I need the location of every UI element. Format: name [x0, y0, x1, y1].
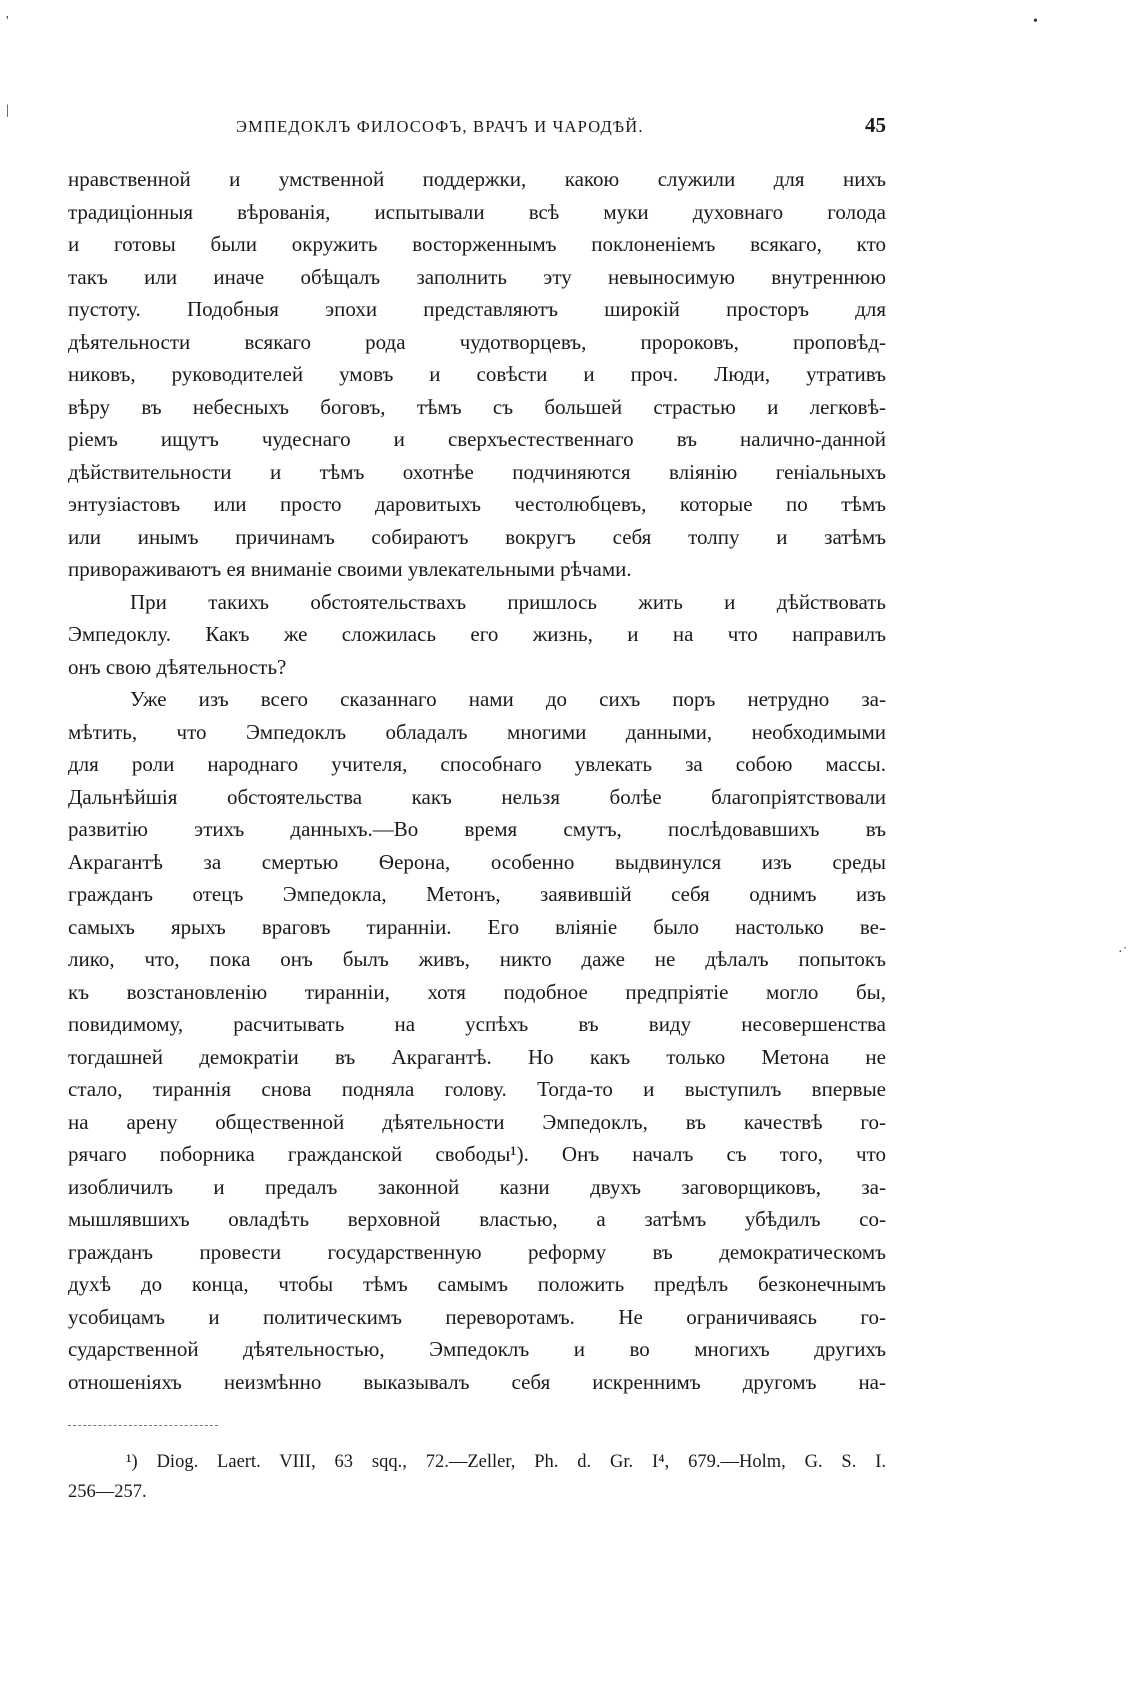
text-line: гражданъ отецъ Эмпедокла, Метонъ, заявившій себя однимъ изъ — [68, 882, 886, 906]
text-line: дѣятельности всякаго рода чудотворцевъ, пророковъ, проповѣд- — [68, 329, 886, 354]
text-line: традиціонныя вѣрованія, испытывали всѣ муки духовнаго голода — [68, 199, 886, 224]
text-line: къ возстановленію тиранніи, хотя подобное предпріятіе могло бы, — [68, 979, 886, 1004]
text-line: усобицамъ и политическимъ переворотамъ. Не ограничиваясь го- — [68, 1304, 886, 1329]
text-line: пустоту. Подобныя эпохи представляютъ широкій просторъ для — [68, 297, 886, 321]
text-line: стало, тираннія снова подняла голову. Тогда-то и выступилъ впервые — [68, 1077, 886, 1101]
footnote — [68, 1447, 886, 1507]
text-line: такъ или иначе обѣщалъ заполнить эту невыносимую внутреннюю — [68, 264, 886, 289]
text-line: гражданъ провести государственную реформу въ демократическомъ — [68, 1239, 886, 1264]
page-number: 45 — [865, 113, 886, 137]
text-line: сударственной дѣятельностью, Эмпедоклъ и во многихъ другихъ — [68, 1337, 886, 1361]
text-line: Уже изъ всего сказаннаго нами до сихъ поръ нетрудно за- — [130, 687, 886, 711]
text-line: При такихъ обстоятельствахъ пришлось жить и дѣйствовать — [130, 589, 886, 614]
footnote-line: 256—257. — [68, 1482, 147, 1502]
text-line: для роли народнаго учителя, способнаго увлекать за собою массы. — [68, 752, 886, 776]
text-line: ріемъ ищутъ чудеснаго и сверхъестественнаго въ налично-данной — [68, 427, 886, 451]
text-line: рячаго поборника гражданской свободы¹). Онъ началъ съ того, что — [68, 1142, 886, 1166]
text-line: духѣ до конца, чтобы тѣмъ самымъ положить предѣлъ безконечнымъ — [68, 1272, 886, 1296]
text-line: тогдашней демократіи въ Акрагантѣ. Но какъ только Метона не — [68, 1044, 886, 1069]
text-line: привораживаютъ ея вниманіе своими увлекательными рѣчами. — [68, 557, 632, 581]
text-line: Дальнѣйшія обстоятельства какъ нельзя болѣе благопріятствовали — [68, 784, 886, 809]
text-line: дѣйствительности и тѣмъ охотнѣе подчиняются вліянію геніальныхъ — [68, 459, 886, 484]
text-line: Эмпедоклу. Какъ же сложилась его жизнь, и на что направилъ — [68, 622, 886, 646]
text-line: вѣру въ небесныхъ боговъ, тѣмъ съ большей страстью и легковѣ- — [68, 394, 886, 419]
text-line: развитію этихъ данныхъ.—Во время смутъ, послѣдовавшихъ въ — [68, 817, 886, 841]
text-line: мышлявшихъ овладѣть верховной властью, а затѣмъ убѣдилъ со- — [68, 1207, 886, 1231]
scan-speck: ' — [6, 14, 9, 29]
footnote-line: ¹) Diog. Laert. VIII, 63 sqq., 72.—Zeller, Ph. d. Gr. I⁴, 679.—Holm, G. S. I. — [126, 1452, 886, 1472]
text-line: повидимому, расчитывать на успѣхъ въ виду несовершенства — [68, 1012, 886, 1036]
text-line: никовъ, руководителей умовъ и совѣсти и проч. Люди, утративъ — [68, 362, 886, 386]
text-line: лико, что, пока онъ былъ живъ, никто даже не дѣлалъ попытокъ — [68, 947, 886, 971]
scan-speck: | — [6, 103, 9, 118]
running-head: ЭМПЕДОКЛЪ ФИЛОСОФЪ, ВРАЧЪ И ЧАРОДѢЙ. — [236, 117, 644, 136]
footnote-separator — [68, 1425, 218, 1426]
page-header — [68, 113, 886, 143]
text-line: или инымъ причинамъ собираютъ вокругъ себя толпу и затѣмъ — [68, 524, 886, 549]
text-line: Акрагантѣ за смертью Ѳерона, особенно выдвинулся изъ среды — [68, 849, 886, 874]
text-line: отношеніяхъ неизмѣнно выказывалъ себя искреннимъ другомъ на- — [68, 1369, 886, 1394]
text-line: изобличилъ и предалъ законной казни двухъ заговорщиковъ, за- — [68, 1174, 886, 1199]
text-line: энтузіастовъ или просто даровитыхъ честолюбцевъ, которые по тѣмъ — [68, 492, 886, 516]
text-line: нравственной и умственной поддержки, какою служили для нихъ — [68, 167, 886, 191]
text-line: самыхъ ярыхъ враговъ тиранніи. Его вліяніе было настолько ве- — [68, 914, 886, 939]
text-line: мѣтить, что Эмпедоклъ обладалъ многими данными, необходимыми — [68, 719, 886, 744]
scan-speck: ·˙ — [1118, 945, 1128, 960]
body-text — [68, 163, 886, 1398]
text-line: на арену общественной дѣятельности Эмпедоклъ, въ качествѣ го- — [68, 1109, 886, 1134]
text-line: онъ свою дѣятельность? — [68, 654, 287, 679]
scan-speck: • — [1033, 14, 1038, 29]
text-line: и готовы были окружить восторженнымъ поклоненіемъ всякаго, кто — [68, 232, 886, 256]
